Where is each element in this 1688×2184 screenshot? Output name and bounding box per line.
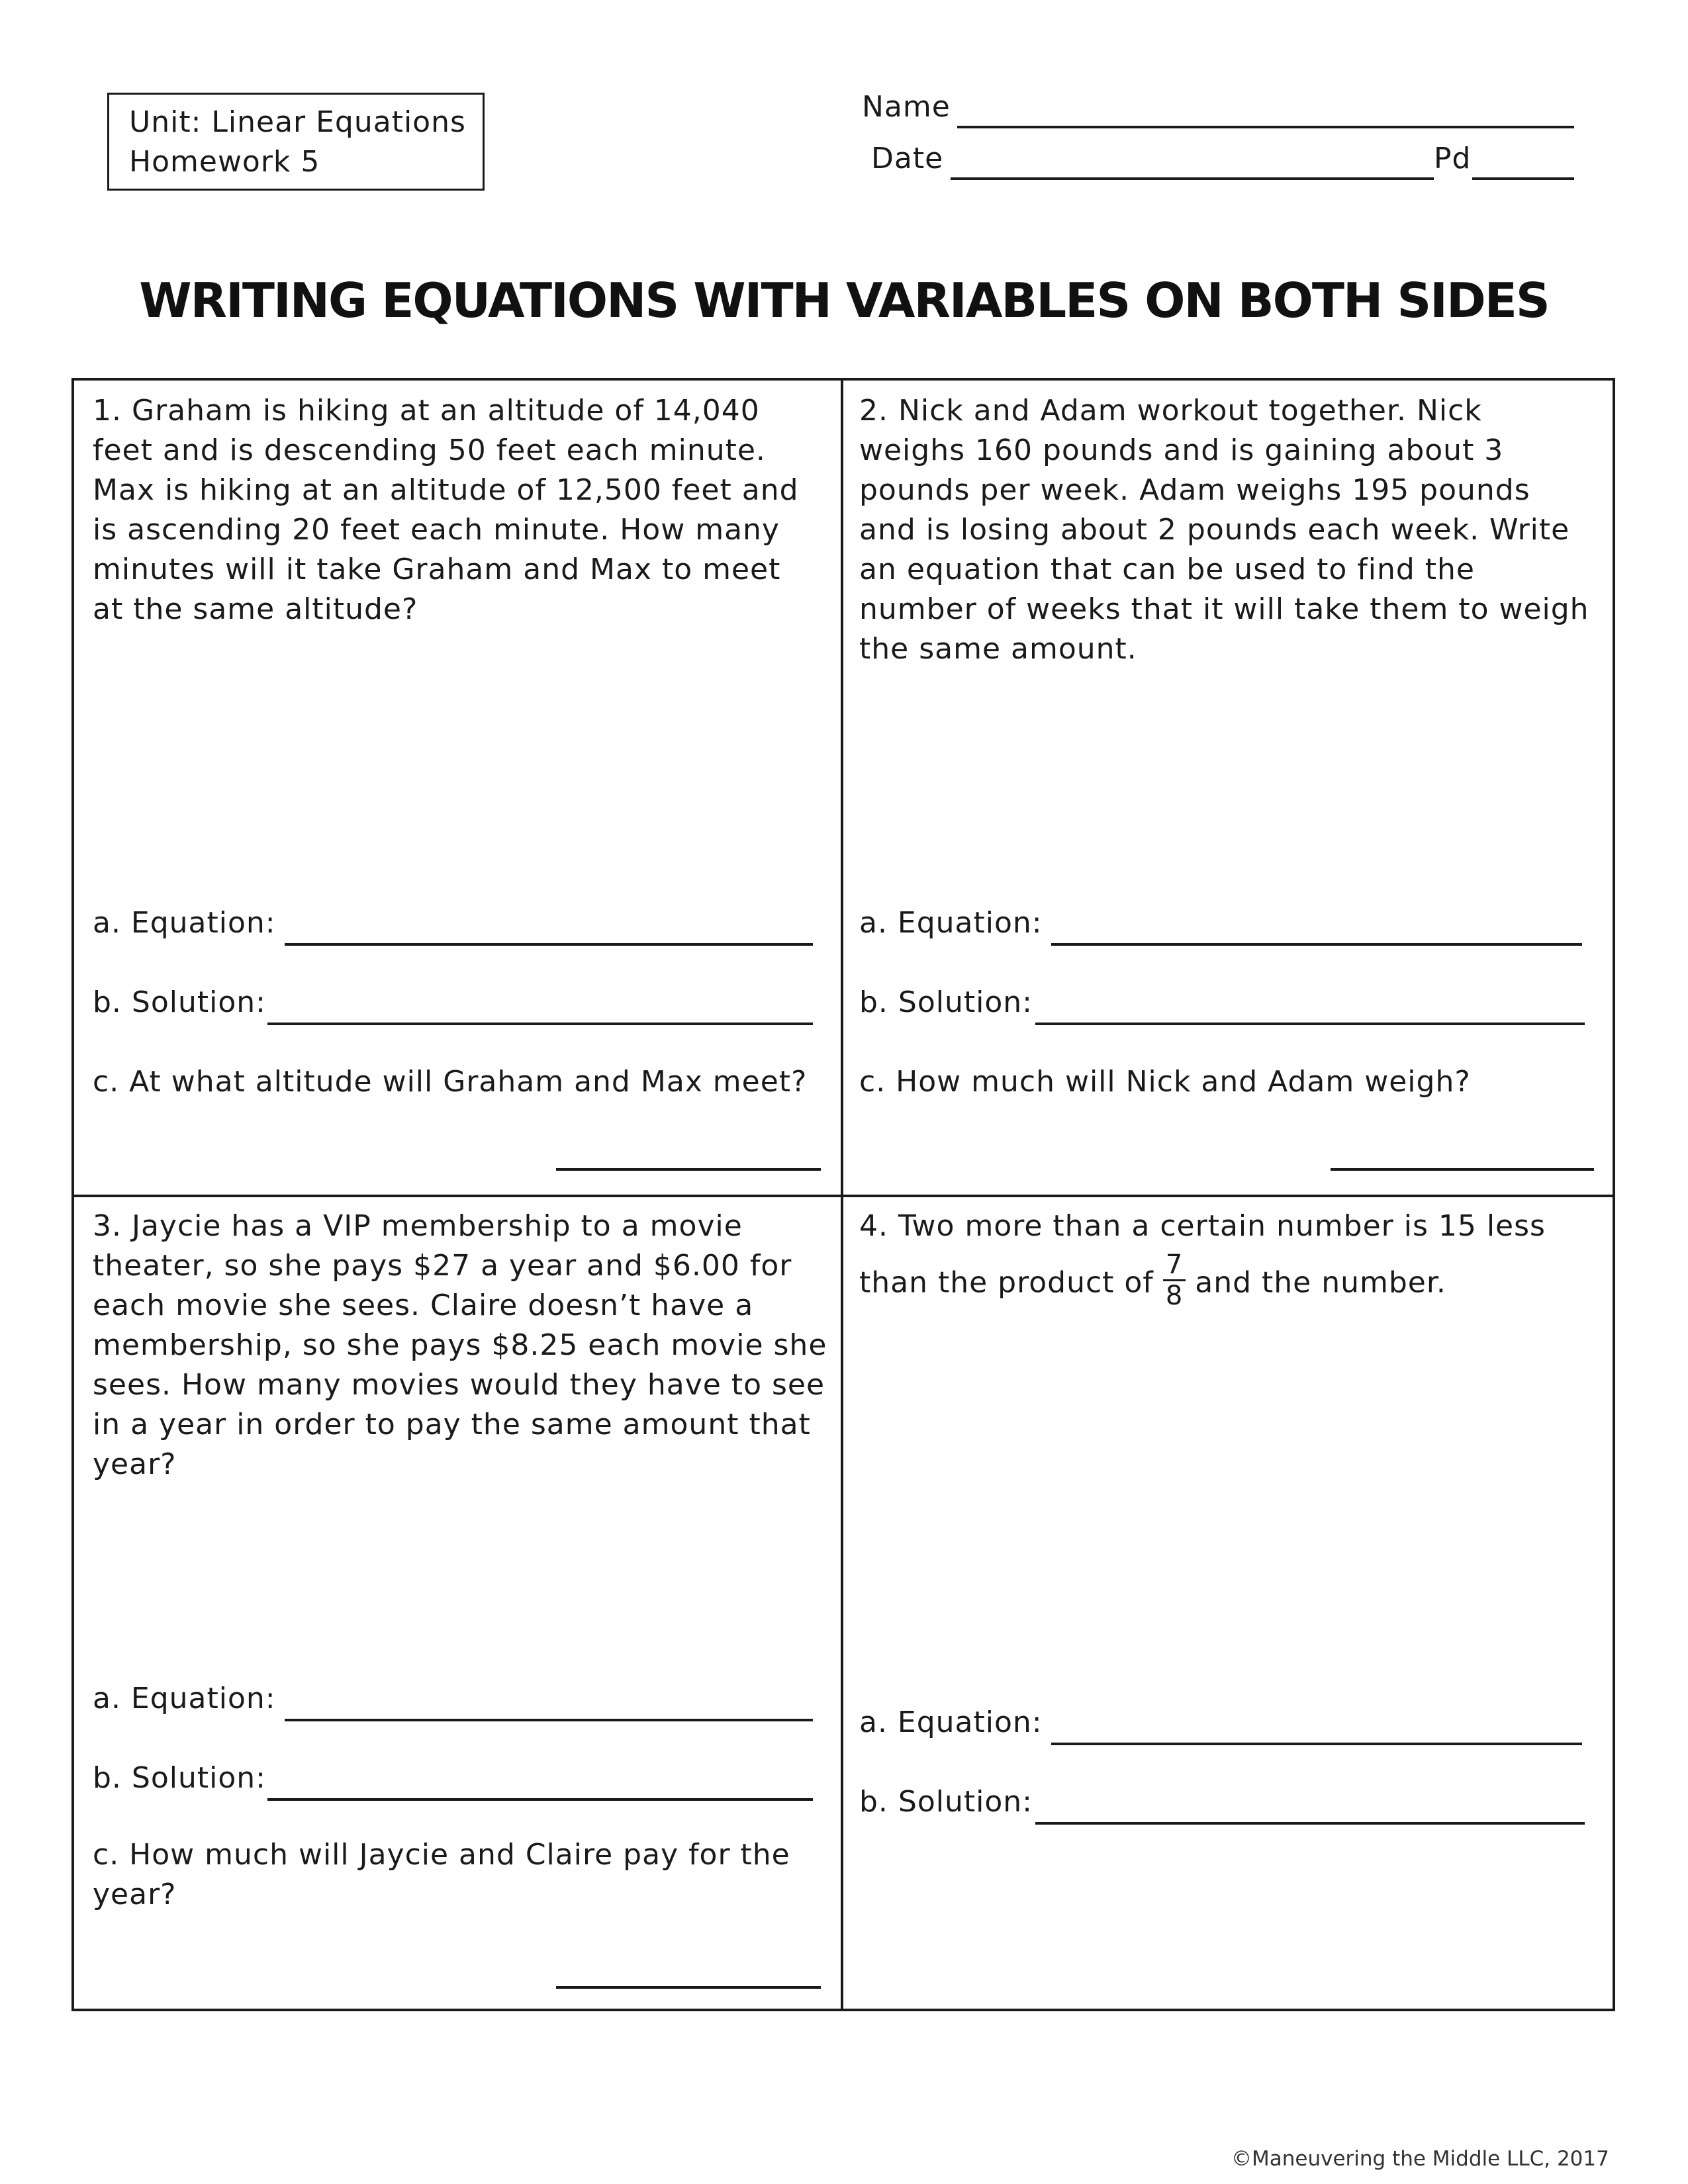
problem-2-weight-question: c. How much will Nick and Adam weigh? — [859, 1065, 1471, 1099]
problem-4-text — [859, 1206, 1601, 1314]
fraction-numerator: 7 — [1163, 1250, 1186, 1281]
problem-4-equation-label: a. Equation: — [859, 1706, 1043, 1739]
problem-1-equation-label: a. Equation: — [93, 906, 276, 940]
problem-3-equation-label: a. Equation: — [93, 1682, 276, 1715]
problem-2-cell — [843, 381, 1613, 1195]
problem-2-equation-field[interactable] — [1051, 910, 1582, 946]
problem-grid — [71, 378, 1615, 2011]
problem-4-line-2 — [859, 1250, 1601, 1314]
period-label: Pd — [1434, 142, 1472, 175]
problem-1-solution-label: b. Solution: — [93, 985, 266, 1019]
problem-1-cell — [74, 381, 841, 1195]
problem-3-equation-field[interactable] — [285, 1686, 813, 1721]
problem-2-solution-field[interactable] — [1035, 989, 1585, 1025]
problem-4-line-1: 4. Two more than a certain number is 15 less — [859, 1209, 1546, 1243]
copyright-footer: ©Maneuvering the Middle LLC, 2017 — [1231, 2147, 1609, 2171]
problem-3-cell — [74, 1197, 841, 2011]
problem-1-solution-field[interactable] — [267, 989, 813, 1025]
problem-4-cell — [843, 1197, 1613, 2011]
problem-4-solution-label: b. Solution: — [859, 1785, 1033, 1819]
seven-eighths-fraction — [1163, 1250, 1186, 1310]
problem-4-line-2-end: and the number. — [1195, 1265, 1446, 1300]
problem-2-text: 2. Nick and Adam workout together. Nick weighs 160 pounds and is gaining about 3 pounds per week. Adam weighs 195 pounds and is losing about 2 pounds each week. Write an equation that can be used to find the number of weeks that it will take them to weigh the same amount. — [859, 394, 1589, 666]
problem-1-altitude-field[interactable] — [556, 1135, 821, 1171]
problem-3-cost-field[interactable] — [556, 1953, 821, 1989]
problem-2-weight-field[interactable] — [1331, 1135, 1594, 1171]
fraction-denominator: 8 — [1165, 1281, 1184, 1311]
unit-info-box — [107, 93, 485, 191]
unit-label: Unit: Linear Equations — [129, 105, 466, 139]
problem-4-line-2-start: than the product of — [859, 1265, 1154, 1300]
problem-2-equation-label: a. Equation: — [859, 906, 1043, 940]
period-field[interactable] — [1472, 144, 1574, 180]
problem-3-solution-field[interactable] — [267, 1765, 813, 1801]
date-label: Date — [871, 142, 944, 175]
problem-3-solution-label: b. Solution: — [93, 1761, 266, 1795]
page-title: WRITING EQUATIONS WITH VARIABLES ON BOTH SIDES — [139, 273, 1549, 328]
problem-4-equation-field[interactable] — [1051, 1709, 1582, 1745]
homework-label: Homework 5 — [129, 145, 320, 179]
problem-1-equation-field[interactable] — [285, 910, 813, 946]
name-field[interactable] — [957, 93, 1574, 128]
problem-1-text: 1. Graham is hiking at an altitude of 14,040 feet and is descending 50 feet each minute. Max is hiking at an altitude of 12,500 feet and is ascending 20 feet each minute. How many minutes will it take Graham and Max to meet at the same altitude? — [93, 394, 799, 626]
problem-3-cost-question: c. How much will Jaycie and Claire pay for the year? — [93, 1838, 790, 1911]
name-label: Name — [862, 90, 951, 124]
problem-3-text: 3. Jaycie has a VIP membership to a movie theater, so she pays $27 a year and $6.00 for each movie she sees. Claire doesn’t have a membership, so she pays $8.25 each movie she sees. How many movies would they have to see in a year in order to pay the same amount that year? — [93, 1209, 827, 1481]
problem-4-solution-field[interactable] — [1035, 1789, 1585, 1825]
problem-1-altitude-question: c. At what altitude will Graham and Max meet? — [93, 1065, 808, 1099]
date-field[interactable] — [951, 144, 1434, 180]
problem-2-solution-label: b. Solution: — [859, 985, 1033, 1019]
